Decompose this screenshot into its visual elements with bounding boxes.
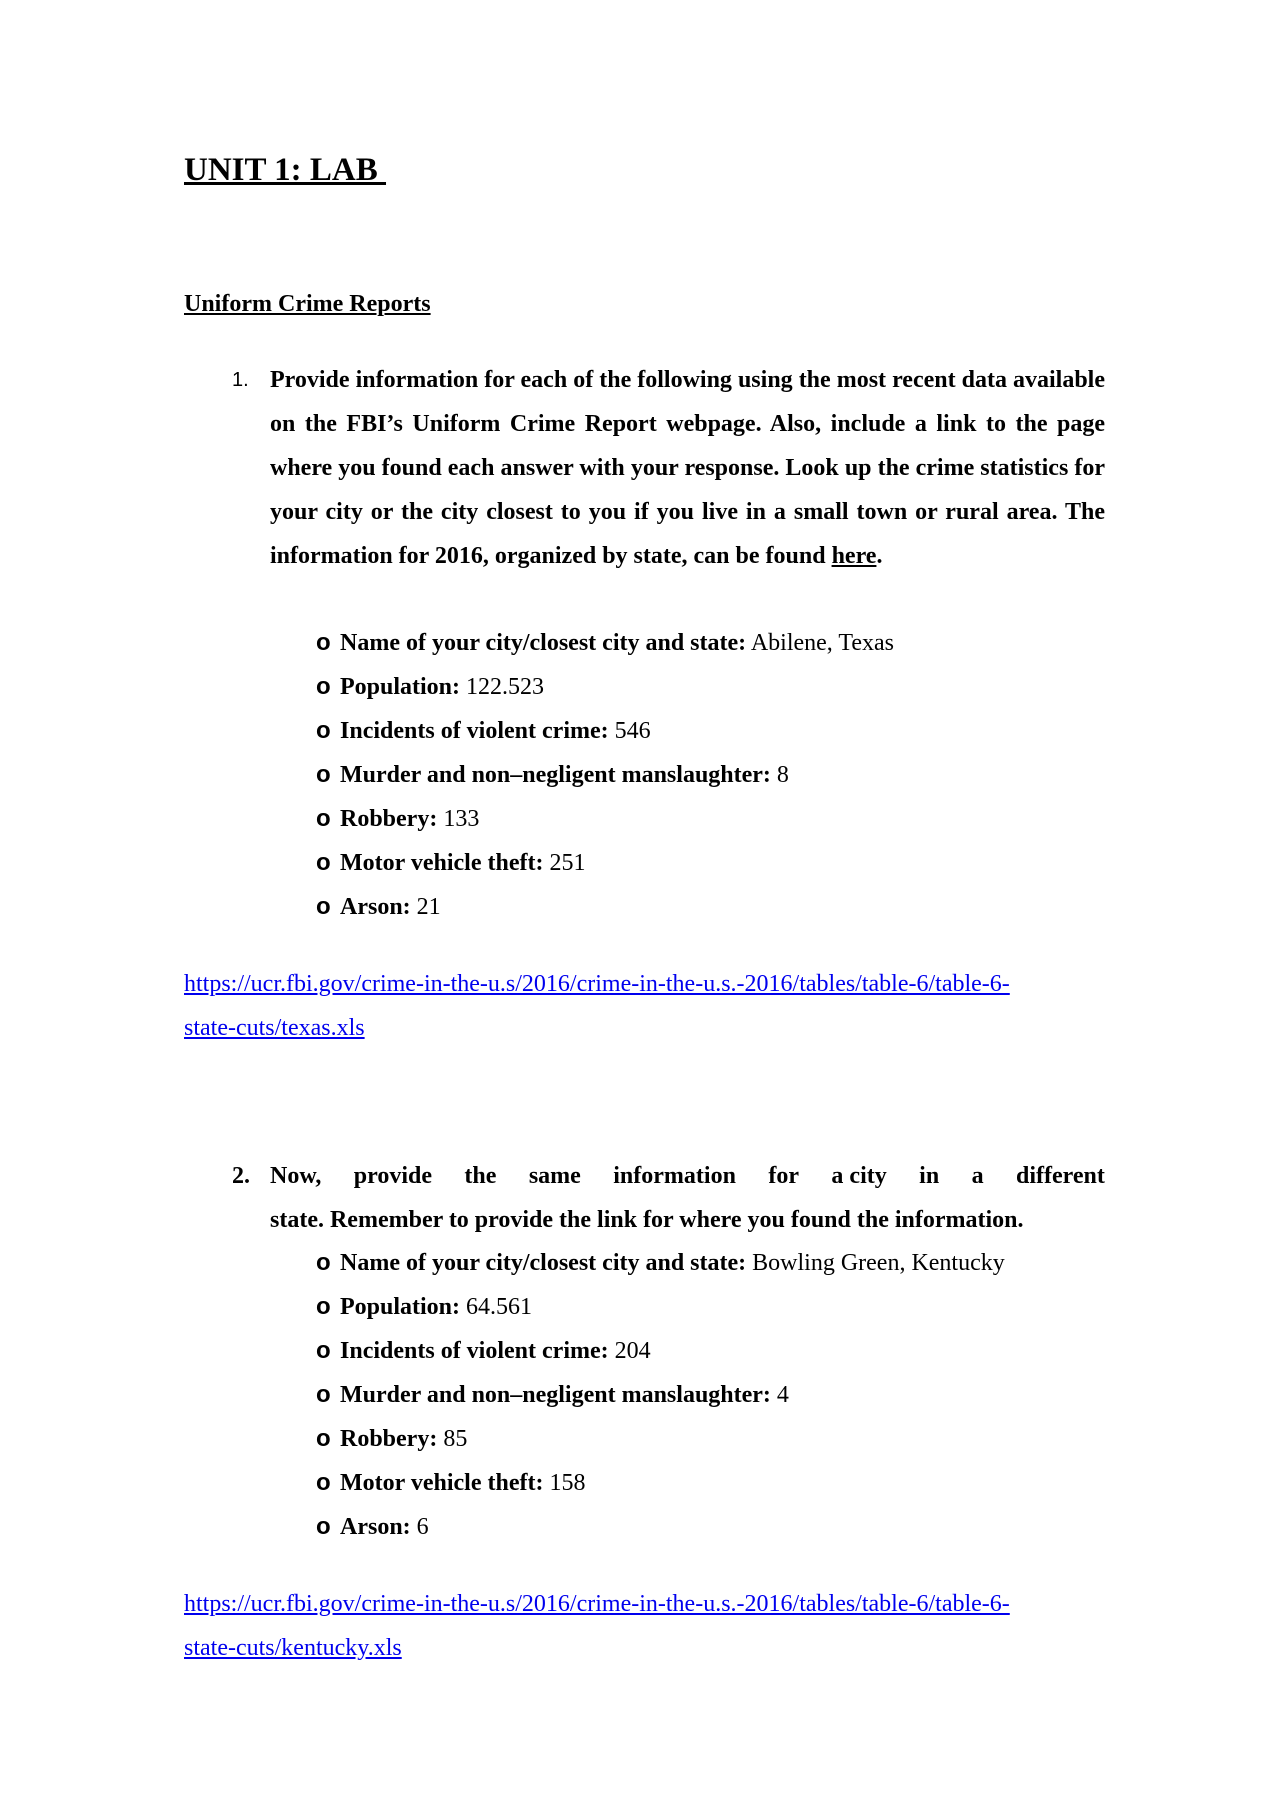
bullet-icon: o: [316, 1513, 331, 1540]
list-item: [316, 1417, 1005, 1461]
here-link[interactable]: here: [831, 543, 877, 569]
source-link-kentucky[interactable]: [184, 1582, 1104, 1670]
answer-label: Murder and non–negligent manslaughter:: [340, 762, 771, 788]
word: different: [1016, 1163, 1105, 1189]
word: a city: [831, 1163, 887, 1189]
answer-label: Robbery:: [340, 1426, 438, 1452]
answer-value: 133: [437, 806, 480, 832]
word: information: [613, 1163, 736, 1189]
answer-label: Motor vehicle theft:: [340, 850, 544, 876]
question-1: [232, 358, 1105, 578]
answer-label: Murder and non–negligent manslaughter:: [340, 1382, 771, 1408]
answer-value: 546: [608, 718, 651, 744]
answer-value: 8: [770, 762, 789, 788]
question-2-answer-list: [316, 1241, 1005, 1549]
answer-label: Arson:: [340, 894, 411, 920]
question-2-number: 2.: [232, 1163, 250, 1189]
bullet-icon: o: [316, 629, 331, 656]
answer-label: Population:: [340, 1294, 461, 1320]
answer-label: Incidents of violent crime:: [340, 1338, 609, 1364]
answer-value: 204: [608, 1338, 651, 1364]
source-link-line[interactable]: state-cuts/texas.xls: [184, 1015, 365, 1041]
answer-value: Bowling Green, Kentucky: [746, 1250, 1005, 1276]
word: Now,: [270, 1163, 322, 1189]
word: same: [528, 1163, 581, 1189]
bullet-icon: o: [316, 893, 331, 920]
bullet-icon: o: [316, 1293, 331, 1320]
question-2: [232, 1154, 1105, 1242]
list-item: [316, 1461, 1005, 1505]
source-link-line[interactable]: state-cuts/kentucky.xls: [184, 1635, 402, 1661]
bullet-icon: o: [316, 849, 331, 876]
answer-value: Abilene, Texas: [746, 630, 894, 656]
list-item: [316, 885, 894, 929]
word: for: [768, 1163, 799, 1189]
answer-label: Incidents of violent crime:: [340, 718, 609, 744]
question-1-answer-list: [316, 621, 894, 929]
answer-value: 6: [410, 1514, 429, 1540]
answer-value: 21: [410, 894, 441, 920]
answer-value: 251: [543, 850, 586, 876]
list-item: [316, 621, 894, 665]
list-item: [316, 709, 894, 753]
bullet-icon: o: [316, 1337, 331, 1364]
answer-value: 158: [543, 1470, 586, 1496]
question-1-period: .: [876, 543, 883, 569]
answer-value: 64.561: [460, 1294, 533, 1320]
list-item: [316, 1241, 1005, 1285]
bullet-icon: o: [316, 1425, 331, 1452]
answer-value: 4: [770, 1382, 789, 1408]
answer-label: Motor vehicle theft:: [340, 1470, 544, 1496]
answer-label: Arson:: [340, 1514, 411, 1540]
list-item: [316, 753, 894, 797]
source-link-line[interactable]: https://ucr.fbi.gov/crime-in-the-u.s/2016/crime-in-the-u.s.-2016/tables/table-6/table-6-: [184, 1591, 1010, 1617]
answer-label: Robbery:: [340, 806, 438, 832]
question-2-line-2: state. Remember to provide the link for where you found the information.: [270, 1207, 1024, 1233]
answer-label: Name of your city/closest city and state:: [340, 1250, 747, 1276]
bullet-icon: o: [316, 805, 331, 832]
bullet-icon: o: [316, 673, 331, 700]
list-item: [316, 1505, 1005, 1549]
page-title: UNIT 1: LAB: [184, 152, 387, 188]
word: the: [464, 1163, 497, 1189]
bullet-icon: o: [316, 1249, 331, 1276]
answer-label: Name of your city/closest city and state:: [340, 630, 747, 656]
list-item: [316, 1285, 1005, 1329]
question-2-line-1: [270, 1154, 1105, 1198]
list-item: [316, 797, 894, 841]
list-item: [316, 841, 894, 885]
answer-value: 122.523: [460, 674, 545, 700]
question-1-number: 1.: [232, 369, 249, 391]
list-item: [316, 1373, 1005, 1417]
answer-label: Population:: [340, 674, 461, 700]
list-item: [316, 1329, 1005, 1373]
bullet-icon: o: [316, 1469, 331, 1496]
section-heading: Uniform Crime Reports: [184, 291, 431, 317]
word: provide: [353, 1163, 432, 1189]
list-item: [316, 665, 894, 709]
bullet-icon: o: [316, 761, 331, 788]
answer-value: 85: [437, 1426, 468, 1452]
word: in: [919, 1163, 940, 1189]
bullet-icon: o: [316, 717, 331, 744]
word: a: [971, 1163, 984, 1189]
source-link-texas[interactable]: [184, 962, 1104, 1050]
source-link-line[interactable]: https://ucr.fbi.gov/crime-in-the-u.s/2016/crime-in-the-u.s.-2016/tables/table-6/table-6-: [184, 971, 1010, 997]
bullet-icon: o: [316, 1381, 331, 1408]
question-1-text: Provide information for each of the following using the most recent data available on the FBI’s Uniform Crime Report webpage. Also, include a link to the page where you found each answer with your response. Look up the crime statistics for your city or the city closest to you if you live in a small town or rural area. The information for 2016, organized by state, can be found: [270, 367, 1105, 569]
